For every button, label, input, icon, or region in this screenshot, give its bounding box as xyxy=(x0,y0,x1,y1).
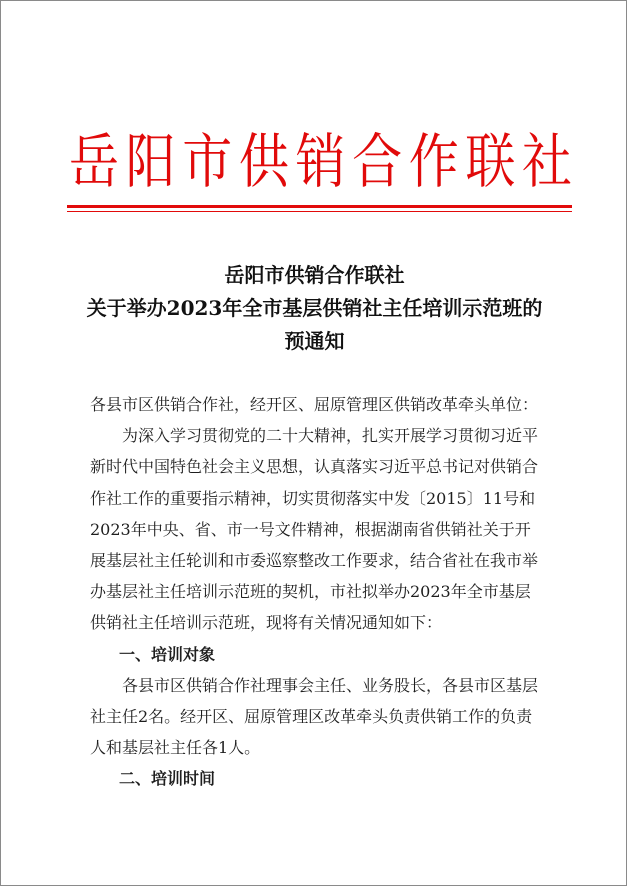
masthead-rule-thick xyxy=(67,205,572,208)
masthead-rule-thin xyxy=(67,211,572,212)
paragraph-text: 办基层社主任培训示范班的契机，市社拟举办2023年全市基层 xyxy=(90,582,531,602)
paragraph-text: 新时代中国特色社会主义思想，认真落实习近平总书记对供销合 xyxy=(90,457,539,477)
paragraph-text: 2023年中央、省、市一号文件精神，根据湖南省供销社关于开 xyxy=(90,519,531,539)
section-heading-text: 一、培训对象 xyxy=(119,644,216,664)
masthead-char: 市 xyxy=(182,127,233,197)
paragraph-line xyxy=(90,607,552,638)
paragraph-line xyxy=(90,420,552,451)
paragraph-text: 人和基层社主任各1人。 xyxy=(90,738,261,758)
masthead xyxy=(69,123,572,201)
masthead-char: 岳 xyxy=(69,127,119,197)
masthead-char: 联 xyxy=(465,127,516,197)
paragraph-line xyxy=(90,483,552,514)
paragraph-line xyxy=(90,701,552,732)
paragraph-line xyxy=(90,514,552,545)
salutation xyxy=(90,389,552,420)
title-line: 岳阳市供销合作联社 xyxy=(224,263,405,287)
paragraph-text: 为深入学习贯彻党的二十大精神，扎实开展学习贯彻习近平 xyxy=(122,426,539,446)
salutation-text: 各县市区供销合作社，经开区、屈原管理区供销改革牵头单位： xyxy=(90,395,539,414)
title-line: 预通知 xyxy=(284,329,345,353)
paragraph-text: 供销社主任培训示范班，现将有关情况通知如下： xyxy=(90,613,443,633)
paragraph-text: 展基层社主任轮训和市委巡察整改工作要求，结合省社在我市举 xyxy=(90,550,539,570)
paragraph-text: 各县市区供销合作社理事会主任、业务股长，各县市区基层 xyxy=(122,675,539,695)
masthead-char: 销 xyxy=(295,127,346,197)
masthead-char: 合 xyxy=(352,127,403,197)
paragraph-line xyxy=(90,576,552,607)
document-title xyxy=(61,259,568,358)
paragraph-text: 作社工作的重要指示精神，切实贯彻落实中发〔2015〕11号和 xyxy=(90,488,536,508)
masthead-char: 阳 xyxy=(125,127,176,197)
masthead-char: 作 xyxy=(408,127,459,197)
paragraph-line xyxy=(90,451,552,482)
paragraph-text: 社主任2名。经开区、屈原管理区改革牵头负责供销工作的负责 xyxy=(90,706,533,726)
paragraph-line xyxy=(90,670,552,701)
document-body xyxy=(90,389,552,794)
section-heading xyxy=(90,639,552,670)
paragraph-line xyxy=(90,732,552,763)
paragraph-line xyxy=(90,545,552,576)
title-line: 关于举办2023年全市基层供销社主任培训示范班的 xyxy=(86,296,543,320)
section-heading xyxy=(90,763,552,794)
masthead-char: 社 xyxy=(522,127,572,197)
masthead-char: 供 xyxy=(238,127,289,197)
section-heading-text: 二、培训时间 xyxy=(119,769,216,789)
